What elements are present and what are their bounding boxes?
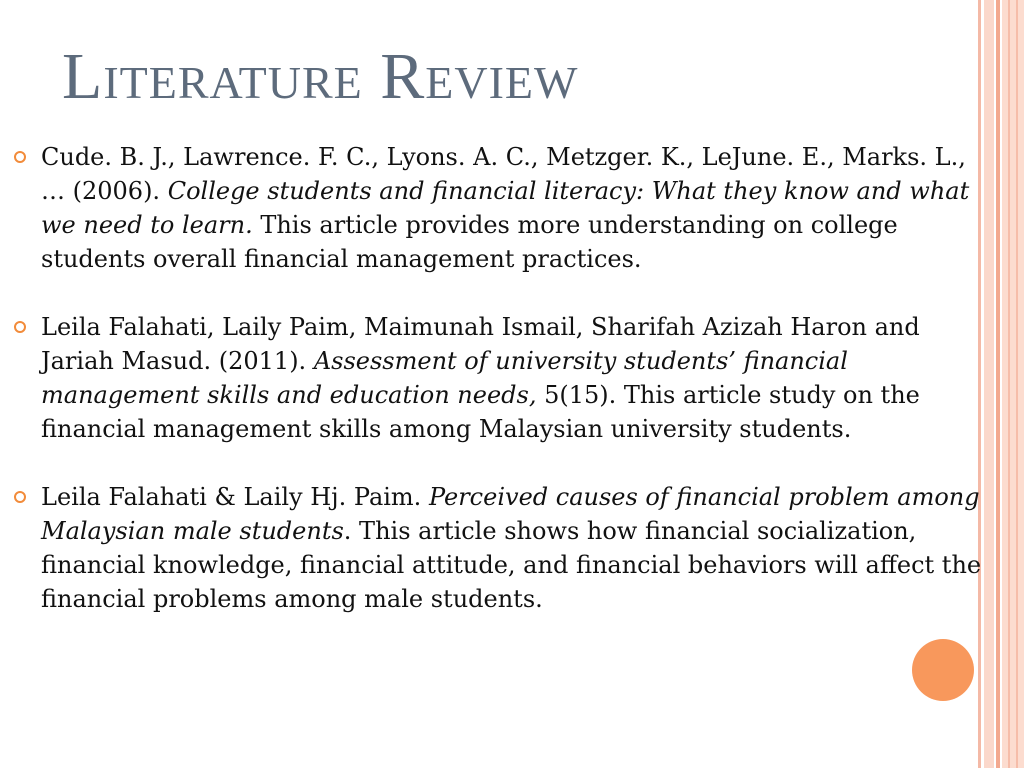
reference-authors: Leila Falahati & Laily Hj. Paim. (41, 483, 429, 511)
bullet-ring-icon (14, 321, 26, 333)
slide-title: Literature Review (62, 40, 579, 113)
reference-description: This article provides more understanding on college students overall financial management practices. (41, 211, 898, 273)
stripe (1002, 0, 1024, 768)
reference-authors: Cude. B. J., Lawrence. F. C., Lyons. A. C., Metzger. K., LeJune. E., Marks. L., … (2006). (41, 143, 966, 205)
reference-item-3 (14, 480, 994, 616)
reference-item-1 (14, 140, 994, 276)
reference-list (14, 140, 994, 650)
decorative-circle (912, 639, 974, 701)
bullet-ring-icon (14, 491, 26, 503)
bullet-ring-icon (14, 151, 26, 163)
reference-description: 5(15). This article study on the financial management skills among Malaysian university students. (41, 381, 920, 443)
stripe (996, 0, 1000, 768)
reference-title: College students and financial literacy: What they know and what we need to learn. (41, 177, 970, 239)
reference-title: Assessment of university students’ financial management skills and education needs, (41, 347, 848, 409)
reference-item-2 (14, 310, 994, 446)
stripe (1008, 0, 1010, 768)
reference-title: Perceived causes of financial problem among Malaysian male students (41, 483, 980, 545)
reference-authors: Leila Falahati, Laily Paim, Maimunah Ismail, Sharifah Azizah Haron and Jariah Masud. (2011). (41, 313, 920, 375)
reference-description: . This article shows how financial socialization, financial knowledge, financial attitude, and financial behaviors will affect the financial problems among male students. (41, 517, 982, 613)
stripe (1016, 0, 1018, 768)
